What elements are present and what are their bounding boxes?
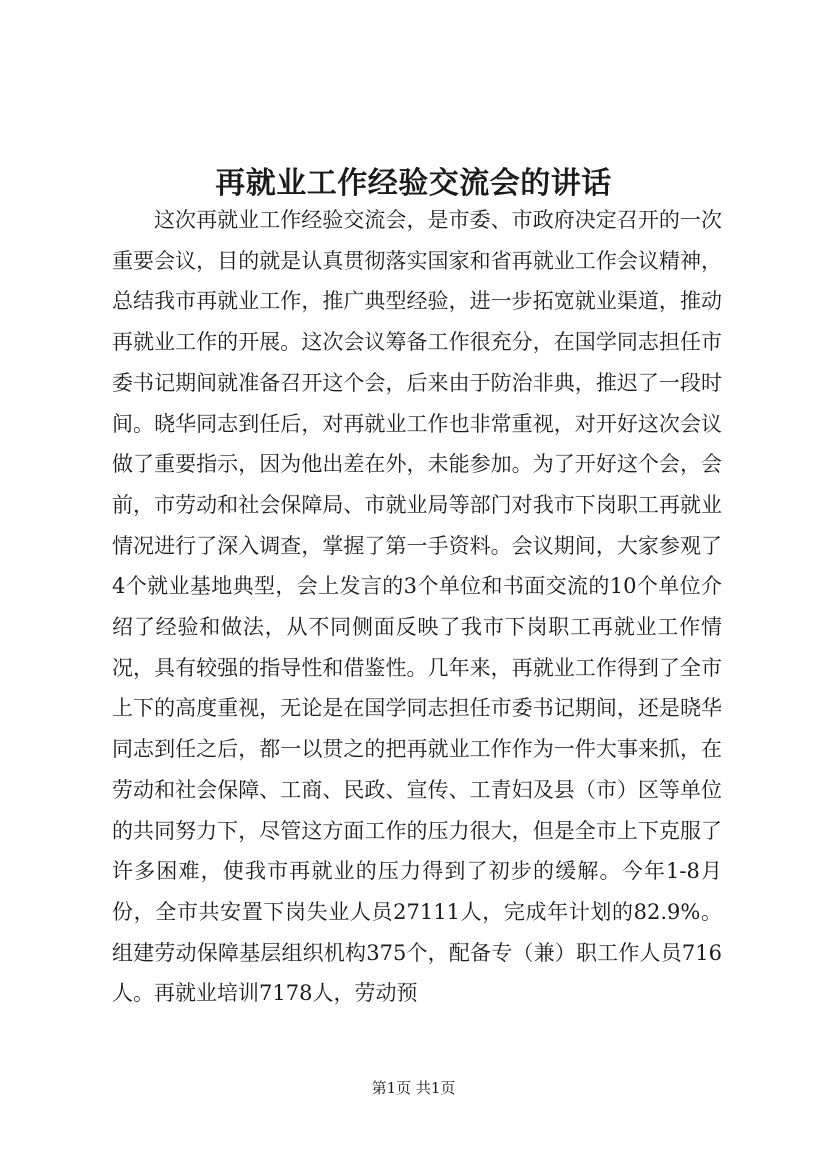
document-title: 再就业工作经验交流会的讲话 <box>215 166 612 202</box>
body-paragraph: 这次再就业工作经验交流会，是市委、市政府决定召开的一次重要会议，目的就是认真贯彻落实国家和省再就业工作会议精神，总结我市再就业工作，推广典型经验，进一步拓宽就业渠道，推动再就业工作的开展。这次会议筹备工作很充分，在国学同志担任市委书记期间就准备召开这个会，后来由于防治非典，推迟了一段时间。晓华同志到任后，对再就业工作也非常重视，对开好这次会议做了重要指示，因为他出差在外，未能参加。为了开好这个会，会前，市劳动和社会保障局、市就业局等部门对我市下岗职工再就业情况进行了深入调查，掌握了第一手资料。会议期间，大家参观了4个就业基地典型，会上发言的3个单位和书面交流的10个单位介绍了经验和做法，从不同侧面反映了我市下岗职工再就业工作情况，具有较强的指导性和借鉴性。几年来，再就业工作得到了全市上下的高度重视，无论是在国学同志担任市委书记期间，还是晓华同志到任之后，都一以贯之的把再就业工作作为一件大事来抓，在劳动和社会保障、工商、民政、宣传、工青妇及县（市）区等单位的共同努力下，尽管这方面工作的压力很大，但是全市上下克服了许多困难，使我市再就业的压力得到了初步的缓解。今年1-8月份，全市共安置下岗失业人员27111人，完成年计划的82.9%。组建劳动保障基层组织机构375个，配备专（兼）职工作人员716人。再就业培训7178人，劳动预 <box>112 208 722 1006</box>
page-footer: 第1页 共1页 <box>371 1079 456 1097</box>
